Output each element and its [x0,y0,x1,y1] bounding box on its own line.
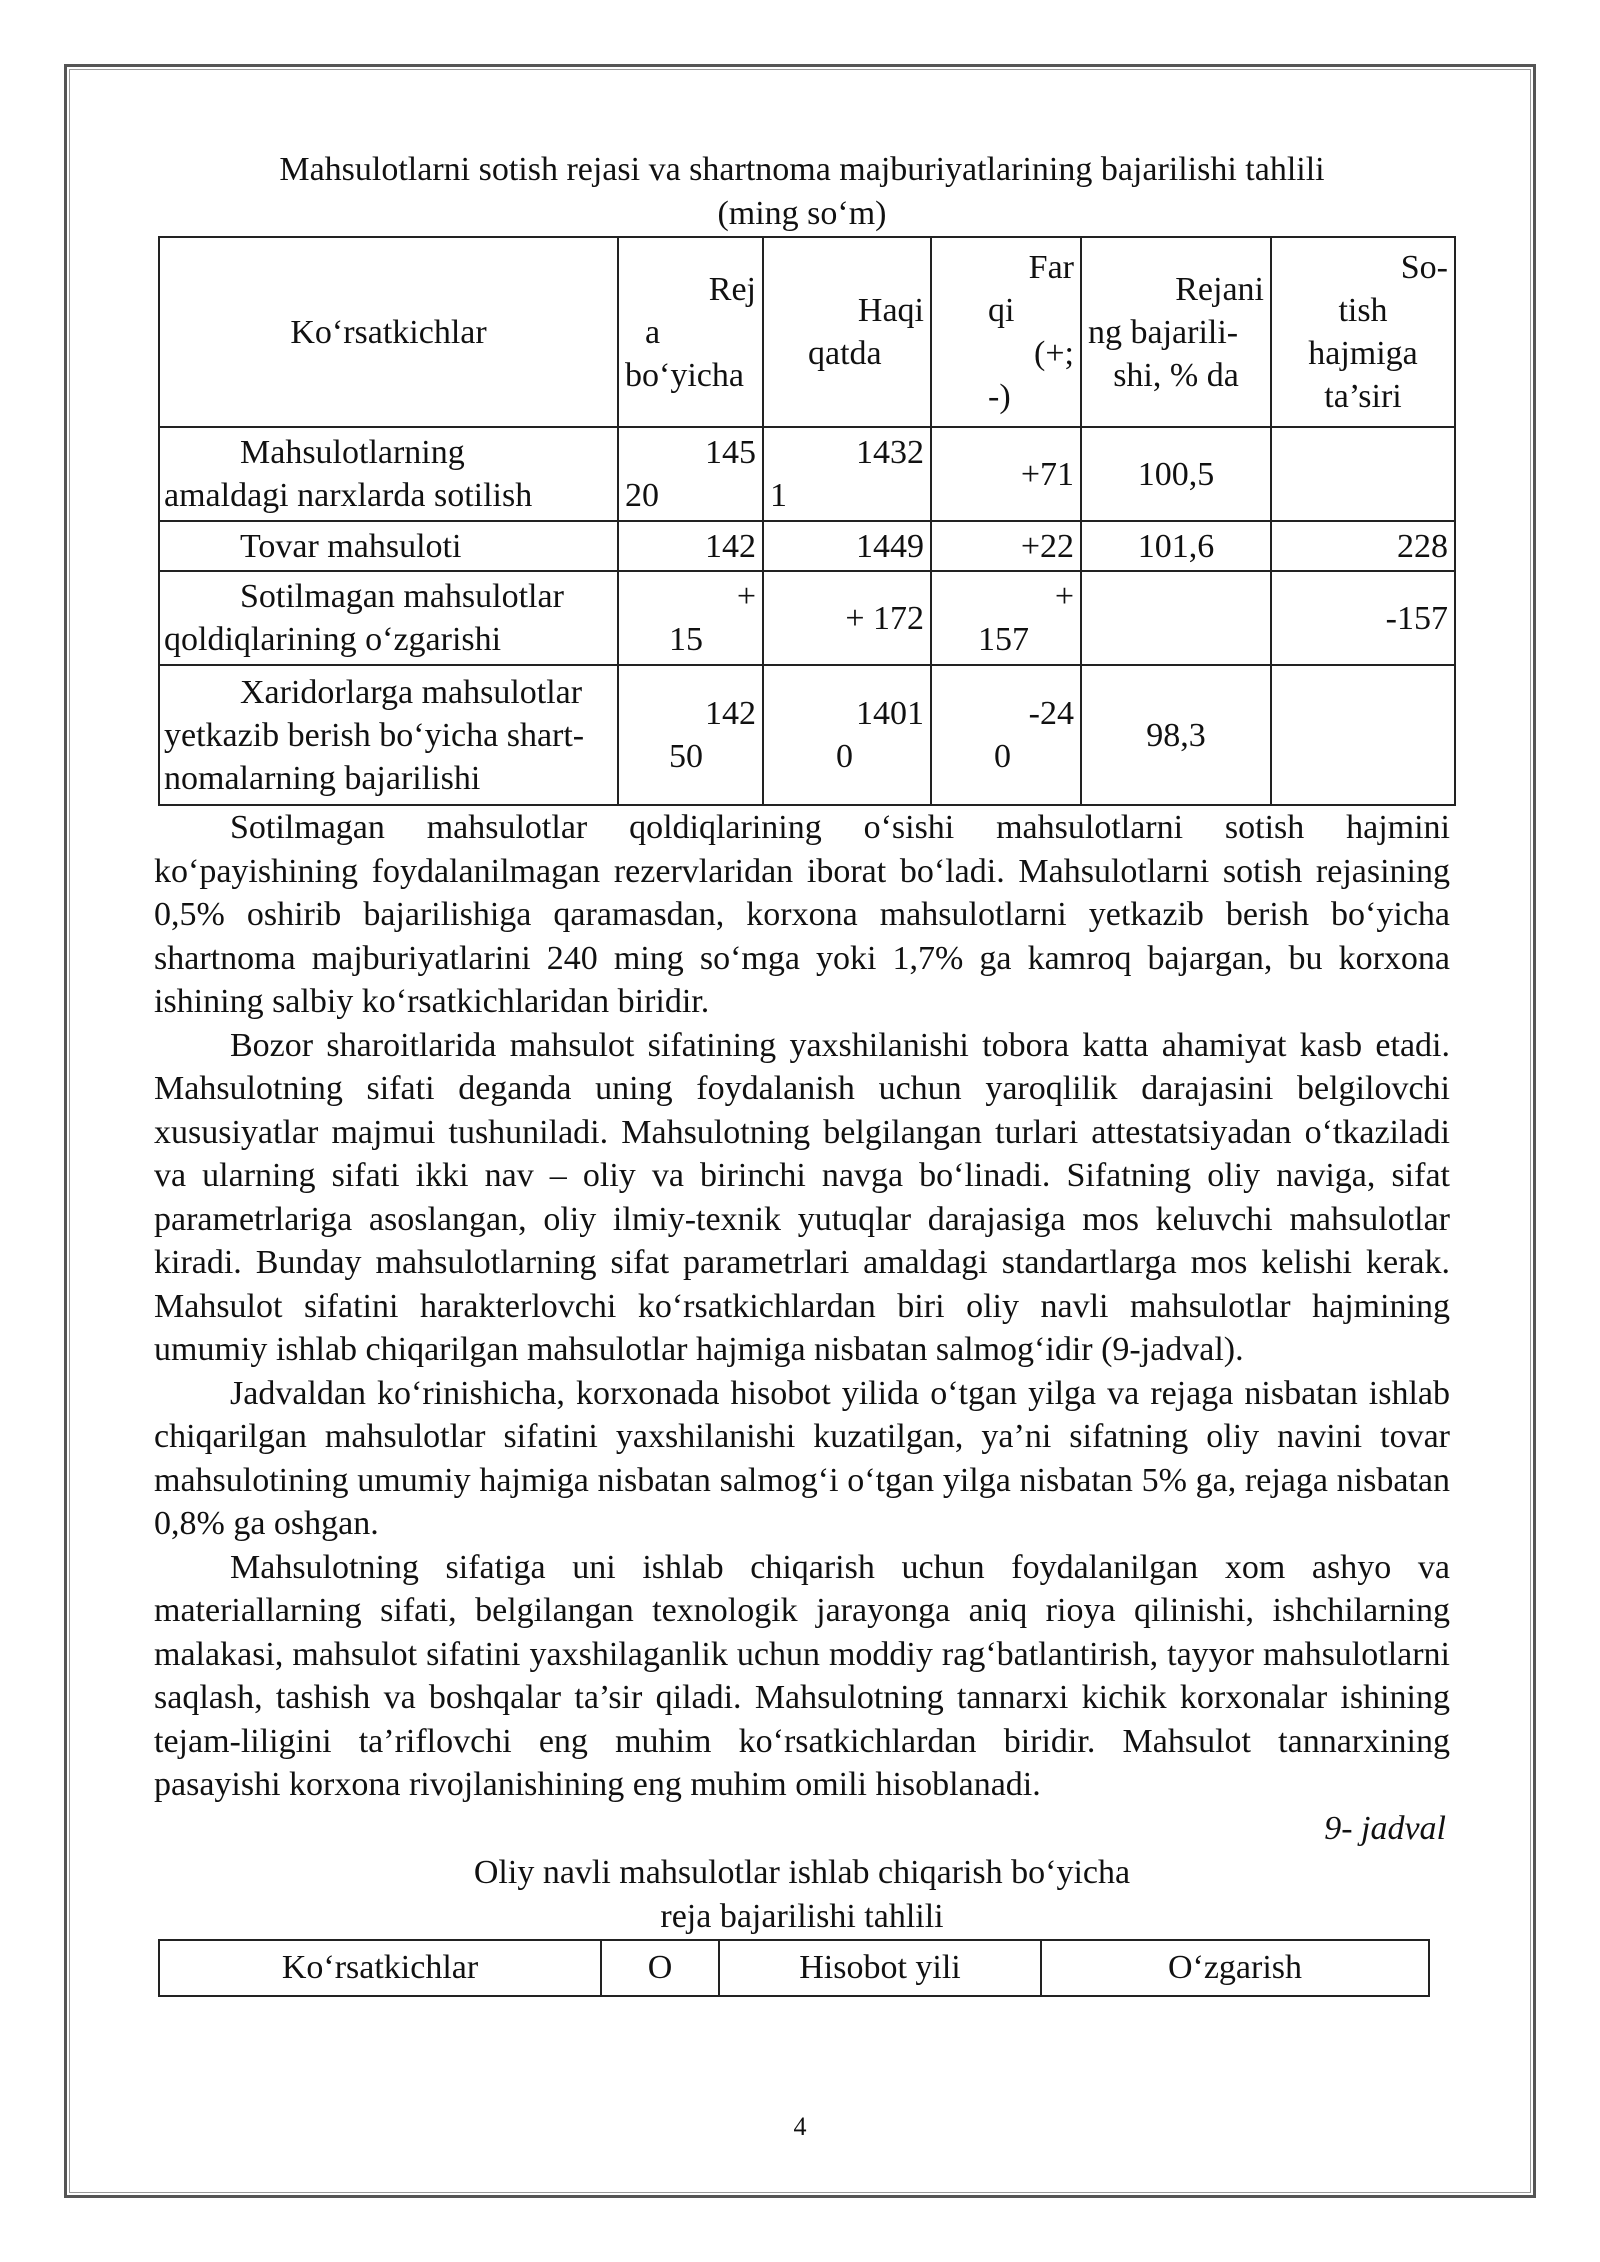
table2-caption [154,1851,1450,1939]
header-diff: Far qi (+; -) [931,237,1081,427]
quality-plan-table [158,1939,1430,1997]
table1-caption-line1: Mahsulotlarni sotish rejasi va shartnoma majburiyatlarining bajarilishi tahlili [279,151,1325,188]
row-fulfil [1081,571,1271,665]
row-label: Tovar mahsuloti [159,521,618,571]
table-row [159,571,1455,665]
row-actual: 1432 1 [763,427,931,521]
row-fulfil: 101,6 [1081,521,1271,571]
row-label: Xaridorlarga mahsulotlar yetkazib berish bo‘yicha shart- nomalarning bajarilishi [159,665,618,805]
header-indicators: Ko‘rsatkichlar [159,237,618,427]
row-effect [1271,665,1455,805]
table2-number: 9- jadval [1324,1809,1446,1847]
row-fulfil: 100,5 [1081,427,1271,521]
table2-header-row [159,1940,1429,1996]
header-report-year: Hisobot yili [719,1940,1041,1996]
paragraph: Sotilmagan mahsulotlar qoldiqlarining o‘sishi mahsulotlarni sotish hajmini ko‘payishining foydalanilmagan rezervlaridan iborat bo‘ladi. Mahsulotlarni sotish rejasining 0,5% oshirib bajarilishiga qaramasdan, korxona mahsulotlarni yetkazib berish bo‘yicha shartnoma majburiyatlarini 240 ming so‘mga yoki 1,7% ga kamroq bajargan, bu korxona ishining salbiy ko‘rsatkichlaridan biridir. [154,809,1450,1020]
row-diff: +22 [931,521,1081,571]
row-diff: +71 [931,427,1081,521]
page-content [154,148,1450,1997]
header-effect: So- tish hajmiga ta’siri [1271,237,1455,427]
table2-caption-line2: reja bajarilishi tahlili [660,1897,944,1935]
table-row [159,665,1455,805]
row-actual: 1401 0 [763,665,931,805]
paragraph: Mahsulotning sifatiga uni ishlab chiqarish uchun foydalanilgan xom ashyo va materiallarning sifati, belgilangan texnologik jarayonga aniq rioya qilinishi, ishchilarning malakasi, mahsulot sifatini yaxshilaganlik uchun moddiy rag‘batlantirish, tayyor mahsulotlarni saqlash, tashish va boshqalar ta’sir qiladi. Mahsulotning tannarxi kichik korxonalar ishining tejam-liligini ta’riflovchi eng muhim ko‘rsatkichlardan biridir. Mahsulot tannarxining pasayishi korxona rivojlanishining eng muhim omili hisoblanadi. [154,1548,1450,1803]
row-effect: 228 [1271,521,1455,571]
row-label: Mahsulotlarning amaldagi narxlarda sotilish [159,427,618,521]
row-diff: + 157 [931,571,1081,665]
header-fulfil: Rejani ng bajarili- shi, % da [1081,237,1271,427]
table1-header-row [159,237,1455,427]
row-actual: + 172 [763,571,931,665]
row-plan: 145 20 [618,427,763,521]
header-indicators: Ko‘rsatkichlar [159,1940,601,1996]
header-actual: Haqi qatda [763,237,931,427]
table1-caption [154,148,1450,236]
table2-caption-line1: Oliy navli mahsulotlar ishlab chiqarish bo‘yicha [473,1853,1131,1891]
row-plan: + 15 [618,571,763,665]
row-plan: 142 50 [618,665,763,805]
row-label: Sotilmagan mahsulotlar qoldiqlarining o‘zgarishi [159,571,618,665]
row-effect [1271,427,1455,521]
header-change: O‘zgarish [1041,1940,1429,1996]
table-row [159,427,1455,521]
row-diff: -24 0 [931,665,1081,805]
page-number: 4 [793,2112,807,2141]
paragraph: Bozor sharoitlarida mahsulot sifatining yaxshilanishi tobora katta ahamiyat kasb etadi. Mahsulotning sifati deganda uning foydalanish uchun yaroqlilik darajasini belgilovchi xususiyatlar majmui tushuniladi. Mahsulotning belgilangan turlari attestatsiyadan o‘tkaziladi va ularning sifati ikki nav – oliy va birinchi navga bo‘linadi. Sifatning oliy naviga, sifat parametrlariga asoslangan, oliy ilmiy-texnik yutuqlar darajasiga mos keluvchi mahsulotlar kiradi. Bunday mahsulotlarning sifat parametrlari amaldagi standartlarga mos kelishi kerak. Mahsulot sifatini harakterlovchi ko‘rsatkichlardan biri oliy navli mahsulotlar hajmining umumiy ishlab chiqarilgan mahsulotlar hajmiga nisbatan salmog‘idir (9-jadval). [154,1026,1450,1368]
row-plan: 142 [618,521,763,571]
row-fulfil: 98,3 [1081,665,1271,805]
header-previous-year: O [601,1940,719,1996]
row-effect: -157 [1271,571,1455,665]
paragraph: Jadvaldan ko‘rinishicha, korxonada hisobot yilida o‘tgan yilga va rejaga nisbatan ishlab chiqarilgan mahsulotlar sifatini yaxshilanishi kuzatilgan, ya’ni sifatning oliy navini tovar mahsulotining umumiy hajmiga nisbatan salmog‘i o‘tgan yilga nisbatan 5% ga, rejaga nisbatan 0,8% ga oshgan. [154,1374,1450,1542]
row-actual: 1449 [763,521,931,571]
sales-plan-table [158,236,1456,806]
table-row [159,521,1455,571]
table1-caption-unit: (ming so‘m) [717,195,887,232]
header-plan: Rej a bo‘yicha [618,237,763,427]
